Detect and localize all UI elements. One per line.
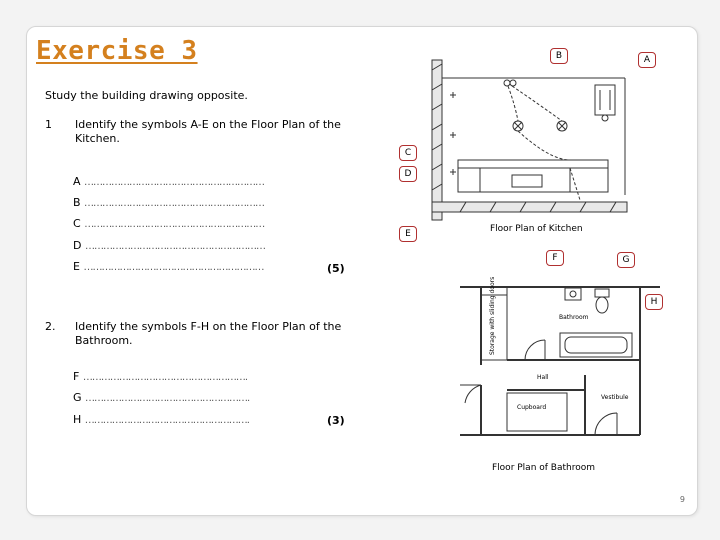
storage-label: Storage with sliding doors xyxy=(489,276,496,355)
answer-line-a[interactable] xyxy=(73,175,264,188)
answer-letter: E xyxy=(73,260,80,273)
answer-letter: B xyxy=(73,196,81,209)
callout-c: C xyxy=(399,145,417,161)
answer-line-f[interactable] xyxy=(73,370,247,383)
callout-b: B xyxy=(550,48,568,64)
answer-dots: …………………………………………………… xyxy=(84,177,265,188)
kitchen-caption: Floor Plan of Kitchen xyxy=(490,224,583,234)
answer-line-c[interactable] xyxy=(73,217,264,230)
question-2-number: 2. xyxy=(45,320,56,333)
answer-letter: C xyxy=(73,217,81,230)
vestibule-label: Vestibule xyxy=(601,394,629,401)
answer-dots: …………………………………………………… xyxy=(84,198,265,209)
cupboard-label: Cupboard xyxy=(517,404,547,411)
callout-g: G xyxy=(617,252,635,268)
exercise-title: Exercise 3 xyxy=(36,36,198,66)
question-2-marks: (3) xyxy=(327,414,345,427)
answer-line-d[interactable] xyxy=(73,239,265,252)
question-1-number: 1 xyxy=(45,118,52,131)
answer-letter: A xyxy=(73,175,81,188)
bathroom-floor-plan xyxy=(455,275,665,445)
answer-letter: F xyxy=(73,370,80,383)
page-number: 9 xyxy=(679,495,685,504)
kitchen-floor-plan xyxy=(420,50,670,230)
answer-line-h[interactable] xyxy=(73,413,249,426)
bathroom-room-label: Bathroom xyxy=(559,314,589,321)
callout-d: D xyxy=(399,166,417,182)
answer-dots: …………………………………………………… xyxy=(84,219,265,230)
intro-text: Study the building drawing opposite. xyxy=(45,89,248,102)
answer-letter: H xyxy=(73,413,82,426)
question-1-text: Identify the symbols A-E on the Floor Plan of the Kitchen. xyxy=(75,118,341,145)
callout-a: A xyxy=(638,52,656,68)
answer-letter: D xyxy=(73,239,82,252)
callout-h: H xyxy=(645,294,663,310)
callout-e: E xyxy=(399,226,417,242)
bathroom-caption: Floor Plan of Bathroom xyxy=(492,463,595,473)
answer-dots: ………………………………………………. xyxy=(82,372,248,383)
question-1-marks: (5) xyxy=(327,262,345,275)
callout-f: F xyxy=(546,250,564,266)
answer-line-g[interactable] xyxy=(73,391,249,404)
hall-label: Hall xyxy=(537,374,549,381)
answer-dots: …………………………………………………… xyxy=(83,262,264,273)
answer-dots: ………………………………………………. xyxy=(84,415,249,426)
answer-line-e[interactable] xyxy=(73,260,263,273)
answer-line-b[interactable] xyxy=(73,196,264,209)
question-2-text: Identify the symbols F-H on the Floor Plan of the Bathroom. xyxy=(75,320,342,347)
answer-dots: ………………………………………………. xyxy=(85,393,250,404)
answer-letter: G xyxy=(73,391,82,404)
answer-dots: …………………………………………………… xyxy=(84,241,265,252)
